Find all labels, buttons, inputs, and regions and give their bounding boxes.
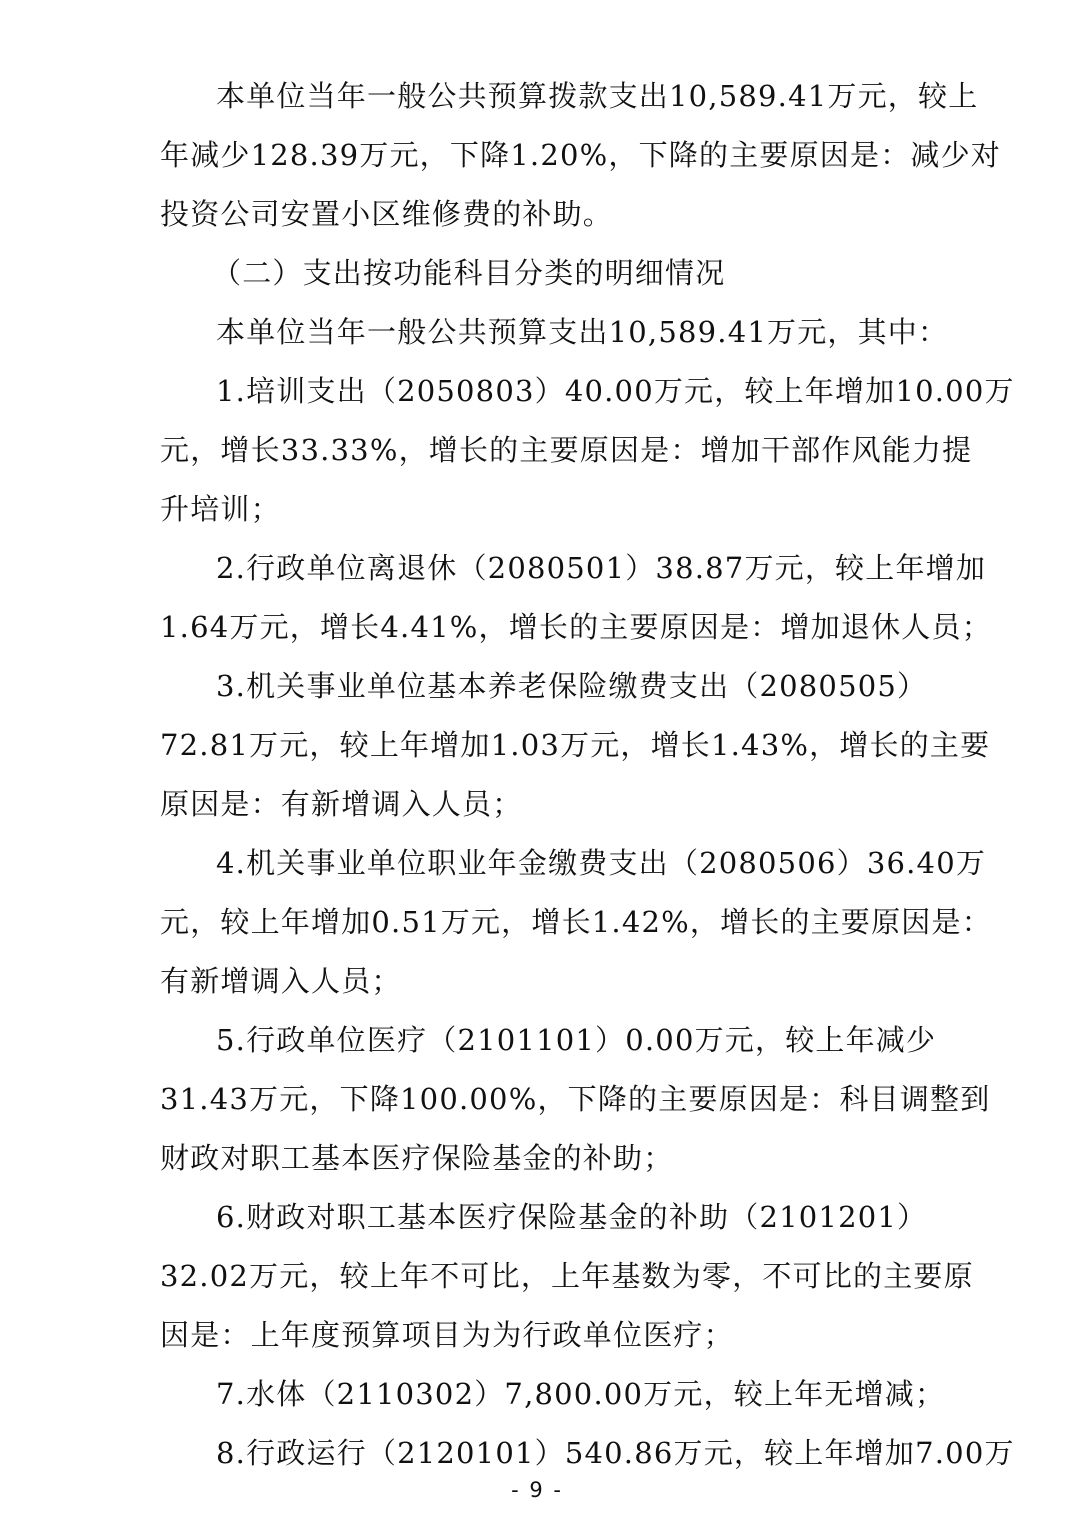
paragraph-line: 5.行政单位医疗（2101101）0.00万元，较上年减少 (216, 1023, 937, 1057)
paragraph-line: 升培训； (160, 492, 281, 526)
paragraph-line: 投资公司安置小区维修费的补助。 (160, 197, 614, 231)
paragraph-line: 32.02万元，较上年不可比，上年基数为零，不可比的主要原 (160, 1259, 974, 1293)
paragraph-line: 2.行政单位离退休（2080501）38.87万元，较上年增加 (216, 551, 987, 585)
paragraph-line: 7.水体（2110302）7,800.00万元，较上年无增减； (216, 1377, 946, 1411)
paragraph-line: 3.机关事业单位基本养老保险缴费支出（2080505） (216, 669, 928, 703)
paragraph-line: 元，增长33.33%，增长的主要原因是：增加干部作风能力提 (160, 433, 973, 467)
paragraph-line: 因是：上年度预算项目为为行政单位医疗； (160, 1318, 734, 1352)
page-number: - 9 - (511, 1478, 563, 1502)
paragraph-line: 4.机关事业单位职业年金缴费支出（2080506）36.40万 (216, 846, 987, 880)
section-heading: （二）支出按功能科目分类的明细情况 (212, 256, 726, 290)
paragraph-line: 有新增调入人员； (160, 964, 402, 998)
paragraph-line: 6.财政对职工基本医疗保险基金的补助（2101201） (216, 1200, 928, 1234)
paragraph-line: 本单位当年一般公共预算拨款支出10,589.41万元，较上 (216, 79, 979, 113)
paragraph-line: 1.64万元，增长4.41%，增长的主要原因是：增加退休人员； (160, 610, 992, 644)
paragraph-line: 元，较上年增加0.51万元，增长1.42%，增长的主要原因是： (160, 905, 992, 939)
paragraph-line: 1.培训支出（2050803）40.00万元，较上年增加10.00万 (216, 374, 1015, 408)
paragraph-line: 8.行政运行（2120101）540.86万元，较上年增加7.00万 (216, 1436, 1015, 1470)
paragraph-line: 31.43万元，下降100.00%，下降的主要原因是：科目调整到 (160, 1082, 991, 1116)
paragraph-line: 年减少128.39万元，下降1.20%，下降的主要原因是：减少对 (160, 138, 1001, 172)
paragraph-line: 72.81万元，较上年增加1.03万元，增长1.43%，增长的主要 (160, 728, 991, 762)
paragraph-line: 原因是：有新增调入人员； (160, 787, 523, 821)
paragraph-line: 财政对职工基本医疗保险基金的补助； (160, 1141, 674, 1175)
paragraph-line: 本单位当年一般公共预算支出10,589.41万元，其中： (216, 315, 949, 349)
